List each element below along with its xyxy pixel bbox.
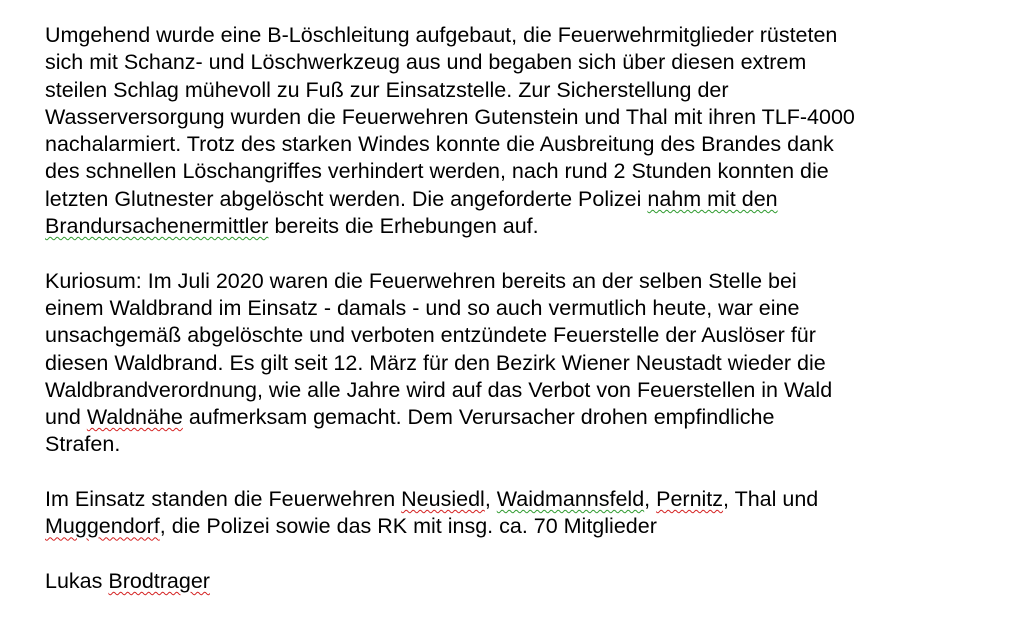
text-line	[45, 322, 995, 349]
document-body[interactable]	[45, 22, 995, 623]
text-run: Strafen.	[45, 432, 121, 457]
text-run: , die Polizei sowie das RK mit insg. ca. 70 Mitglieder	[159, 514, 657, 539]
text-line	[45, 568, 995, 595]
text-run: des schnellen Löschangriffes verhindert werden, nach rund 2 Stunden konnten die	[45, 159, 829, 184]
spelling-flagged-word: Neusiedl	[401, 487, 485, 512]
text-line	[45, 486, 995, 513]
text-line	[45, 513, 995, 540]
paragraph-1	[45, 22, 995, 240]
text-line	[45, 131, 995, 158]
grammar-flagged-word: Waidmannsfeld	[496, 487, 645, 512]
spelling-flagged-word: Brodtrager	[108, 568, 210, 593]
text-run: Umgehend wurde eine B-Löschleitung aufgebaut, die Feuerwehrmitglieder rüsteten	[45, 23, 838, 47]
text-run: unsachgemäß abgelöschte und verboten entzündete Feuerstelle der Auslöser für	[45, 323, 816, 348]
text-line	[45, 213, 995, 240]
text-run: Im Einsatz standen die Feuerwehren	[45, 487, 402, 512]
text-run: ,	[644, 487, 657, 512]
paragraph-2	[45, 268, 995, 459]
text-run: steilen Schlag mühevoll zu Fuß zur Einsatzstelle. Zur Sicherstellung der	[45, 77, 729, 102]
spelling-flagged-word: Muggendorf	[45, 514, 160, 539]
text-run: Lukas	[45, 568, 109, 593]
text-run: diesen Waldbrand. Es gilt seit 12. März für den Bezirk Wiener Neustadt wieder die	[45, 350, 826, 375]
text-line	[45, 268, 995, 295]
spelling-flagged-word: Pernitz	[656, 487, 724, 512]
text-line	[45, 22, 995, 49]
paragraph-4	[45, 568, 995, 595]
text-line	[45, 377, 995, 404]
text-run: letzten Glutnester abgelöscht werden. Die angeforderte Polizei	[45, 186, 648, 211]
grammar-flagged-word: Brandursachenermittler	[45, 214, 269, 239]
text-line	[45, 295, 995, 322]
text-run: ,	[484, 487, 497, 512]
text-run: und	[45, 405, 87, 430]
paragraph-3	[45, 486, 995, 541]
text-run: aufmerksam gemacht. Dem Verursacher drohen empfindliche	[182, 405, 775, 430]
text-run: Kuriosum: Im Juli 2020 waren die Feuerwehren bereits an der selben Stelle bei	[45, 268, 797, 293]
spelling-flagged-word: Waldnähe	[86, 405, 183, 430]
text-line	[45, 49, 995, 76]
text-run: , Thal und	[723, 487, 819, 512]
text-run: Waldbrandverordnung, wie alle Jahre wird auf das Verbot von Feuerstellen in Wald	[45, 377, 833, 402]
text-line	[45, 104, 995, 131]
text-line	[45, 404, 995, 431]
text-line	[45, 186, 995, 213]
text-line	[45, 431, 995, 458]
text-line	[45, 158, 995, 185]
text-run: bereits die Erhebungen auf.	[268, 214, 539, 239]
text-line	[45, 77, 995, 104]
grammar-flagged-word: nahm mit den	[647, 186, 778, 211]
text-line	[45, 350, 995, 377]
text-run: nachalarmiert. Trotz des starken Windes konnte die Ausbreitung des Brandes dank	[45, 132, 834, 157]
text-run: Wasserversorgung wurden die Feuerwehren Gutenstein und Thal mit ihren TLF-4000	[45, 104, 855, 129]
text-run: sich mit Schanz- und Löschwerkzeug aus und begaben sich über diesen extrem	[45, 50, 807, 75]
text-run: einem Waldbrand im Einsatz - damals - und so auch vermutlich heute, war eine	[45, 295, 800, 320]
